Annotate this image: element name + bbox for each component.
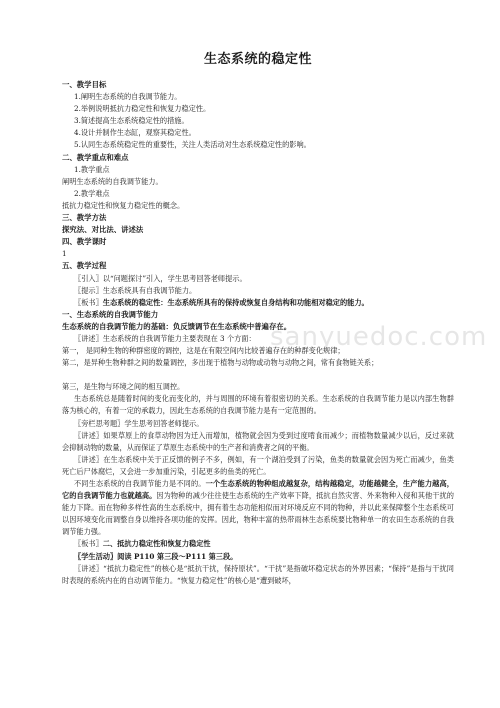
spacer bbox=[62, 369, 454, 381]
diversity-lead: 不同生态系统的自我调节能力是不同的。 bbox=[74, 479, 206, 488]
key-point-label: 1.教学重点 bbox=[74, 164, 110, 174]
difficulty-label: 2.教学难点 bbox=[74, 188, 110, 198]
activity-content: 阅读 P110 第三段～P111 第三段。 bbox=[117, 551, 238, 561]
paragraph-capacity: 生态系统总是随着时间的变化而变化的，并与周围的环境有着很密切的关系。生态系统的自我调节能力是以内部生物群落为核心的，有着一定的承载力，因此生态系统的自我调节能力是有一定范围的。 bbox=[62, 394, 454, 416]
activity-label: 〖学生活动〗 bbox=[74, 551, 118, 561]
methods-text: 探究法、对比法、讲述法 bbox=[62, 225, 144, 235]
objective-item: 2.举例说明抵抗力稳定性和恢复力稳定性。 bbox=[74, 104, 211, 114]
section-heading-key-points: 二、教学重点和难点 bbox=[62, 152, 129, 162]
board-label: 〖板书〗 bbox=[74, 539, 103, 549]
board-text-1 bbox=[62, 297, 454, 309]
paragraph-resistance: 〖讲述〗“抵抗力稳定性”的核心是“抵抗干扰，保持原状”。“干扰”是指破坏稳定状态的外界因素；“保持”是指与干扰同时表现的系统内在的自动调节能力。“恢复力稳定性”的核心是“遭到破坏， bbox=[62, 563, 454, 585]
board-content: 生态系统的稳定性：生态系统所具有的保持或恢复自身结构和功能相对稳定的能力。 bbox=[102, 297, 369, 307]
objective-item: 5.认同生态系统稳定性的重要性，关注人类活动对生态系统稳定性的影响。 bbox=[74, 140, 311, 150]
hours-text: 1 bbox=[62, 249, 67, 259]
section-heading-objectives: 一、教学目标 bbox=[62, 80, 107, 89]
board-text-2 bbox=[62, 538, 454, 550]
section-heading-process: 五、教学过程 bbox=[62, 261, 107, 271]
explain-text-1: 〖讲述〗生态系统的自我调节能力主要表现在 3 个方面： bbox=[74, 333, 256, 343]
watermark: sanyuedoc.com bbox=[270, 322, 488, 352]
paragraph-grassland: 〖讲述〗如果草原上的食草动物因为迁入而增加，植物就会因为受到过度啃食而减少；而植物数量减少以后，反过来就会抑制动物的数量，从而保证了草原生态系统中的生产者和消费者之间的平衡。 bbox=[62, 430, 454, 452]
document-page bbox=[62, 48, 454, 587]
point-first: 第一， 是同种生物的种群密度的调控，这是在有限空间内比较普遍存在的种群变化规律； bbox=[62, 346, 345, 356]
section-heading-methods: 三、教学方法 bbox=[62, 213, 107, 223]
objective-item: 1.阐明生态系统的自我调节能力。 bbox=[74, 92, 182, 102]
side-question-text: 〖旁栏思考题〗学生思考回答老师提示。 bbox=[74, 418, 204, 428]
objective-item: 4.设计并制作生态缸，观察其稳定性。 bbox=[74, 128, 196, 138]
diversity-bold: 一个生态系统的物种组成越复杂，结构越稳定，功能越健全，生产能力越高，它的自我调节能力也就越高。 bbox=[62, 479, 454, 501]
point-third: 第三，是生物与环境之间的相互调控。 bbox=[62, 382, 185, 392]
subsection-heading-self-regulation: 一、生态系统的自我调节能力 bbox=[62, 309, 159, 319]
objective-item: 3.简述提高生态系统稳定性的措施。 bbox=[74, 116, 189, 126]
self-regulation-basis: 生态系统的自我调节能力的基础：负反馈调节在生态系统中普遍存在。 bbox=[62, 321, 292, 331]
difficulty-text: 抵抗力稳定性和恢复力稳定性的概念。 bbox=[62, 200, 185, 210]
student-activity bbox=[62, 551, 454, 563]
key-point-text: 阐明生态系统的自我调节能力。 bbox=[62, 176, 163, 186]
section-heading-hours: 四、教学课时 bbox=[62, 237, 107, 247]
board-label: 〖板书〗 bbox=[74, 297, 103, 307]
point-second: 第二，是异种生物种群之间的数量调控，多出现于植物与动物或动物与动物之间，常有食物链关系； bbox=[62, 358, 379, 368]
board-content: 二、抵抗力稳定性和恢复力稳定性 bbox=[102, 539, 211, 549]
hint-text: 〖提示〗生态系统具有自我调节能力。 bbox=[74, 285, 197, 295]
page-title: 生态系统的稳定性 bbox=[203, 52, 312, 67]
diversity-tail: 因为物种的减少往往使生态系统的生产效率下降，抵抗自然灾害、外来物种入侵和其他干扰的能力下降。而在物种多样性高的生态系统中，拥有着生态功能相似而对环境反应不同的物种，并以此来保障整个生态系统可以因环境变化而调整自身以维持各项功能的发挥。因此，物种丰富的热带雨林生态系统要比物种单一的农田生态系统的自我调节能力强。 bbox=[62, 491, 454, 537]
paragraph-positive-feedback: 〖讲述〗在生态系统中关于正反馈的例子不多，例如，有一个湖泊受到了污染，鱼类的数量就会因为死亡而减少，鱼类死亡后尸体腐烂，又会进一步加重污染，引起更多的鱼类的死亡。 bbox=[62, 454, 454, 476]
paragraph-diversity bbox=[62, 478, 454, 538]
intro-text: 〖引入〗以“问题探讨”引入，学生思考回答老师提示。 bbox=[74, 273, 247, 283]
